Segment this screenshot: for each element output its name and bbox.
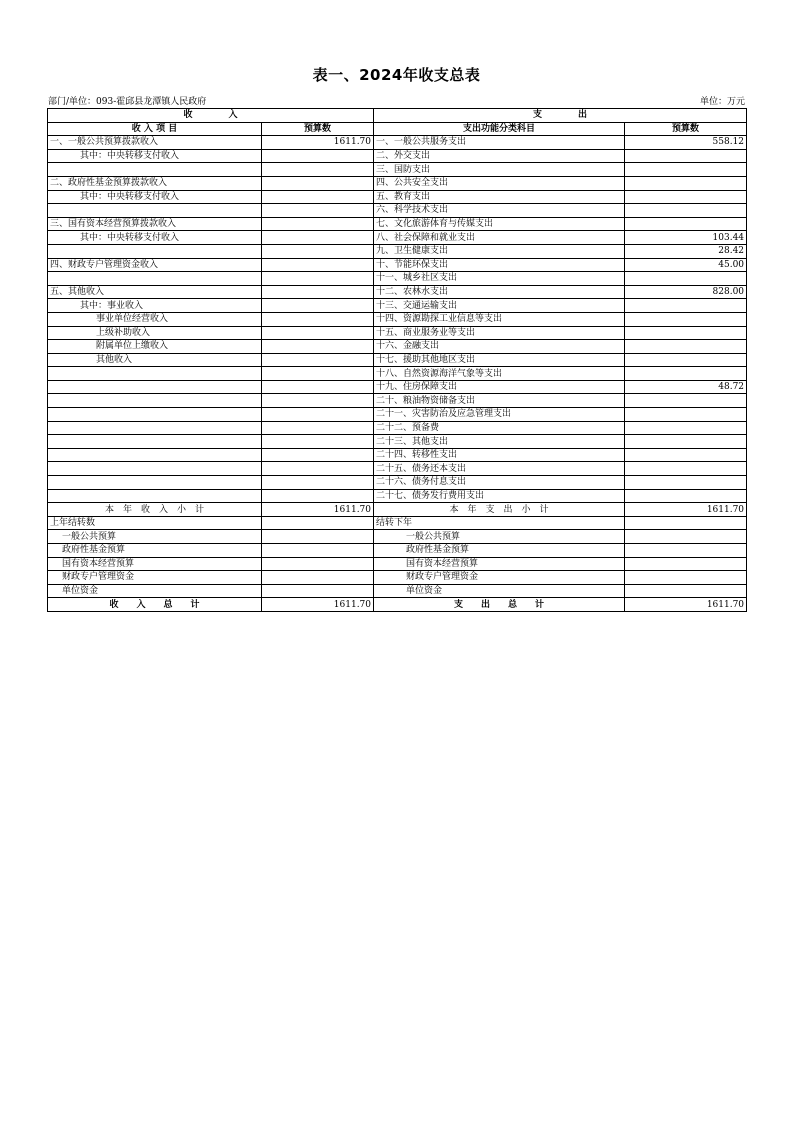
expense-item: 十、节能环保支出 [374,258,625,272]
income-total-label: 收 入 总 计 [48,598,262,612]
income-budget-value [262,326,374,340]
expense-budget-value: 45.00 [625,258,747,272]
carryover-income-item: 财政专户管理资金 [48,571,262,585]
carryover-expense-value [625,584,747,598]
table-row [48,408,747,422]
income-budget-value [262,299,374,313]
header-row-columns [48,122,747,136]
table-row [48,244,747,258]
expense-budget-value [625,299,747,313]
table-row [48,489,747,503]
subtotal-row [48,503,747,517]
income-subtotal-label: 本 年 收 入 小 计 [48,503,262,517]
income-total-value: 1611.70 [262,598,374,612]
table-row [48,380,747,394]
expense-item: 二十、粮油物资储备支出 [374,394,625,408]
income-subtotal-value: 1611.70 [262,503,374,517]
carryover-income-value [262,571,374,585]
income-item [48,272,262,286]
income-budget-value [262,217,374,231]
expense-budget-value: 28.42 [625,244,747,258]
carryover-row [48,516,747,530]
table-row [48,394,747,408]
carryover-row [48,530,747,544]
expense-budget-value [625,476,747,490]
table-row [48,448,747,462]
income-item [48,380,262,394]
expense-budget-value [625,435,747,449]
carryover-expense-value [625,557,747,571]
expense-budget-header: 预算数 [625,122,747,136]
table-row [48,176,747,190]
income-budget-value [262,312,374,326]
expense-budget-value [625,217,747,231]
income-budget-value [262,258,374,272]
expense-item-header: 支出功能分类科目 [374,122,625,136]
income-budget-value [262,353,374,367]
income-budget-value [262,190,374,204]
table-row [48,258,747,272]
expense-budget-value [625,489,747,503]
expense-item: 三、国防支出 [374,163,625,177]
carryover-income-item: 政府性基金预算 [48,544,262,558]
expense-item: 二十六、债务付息支出 [374,476,625,490]
budget-table [47,108,747,612]
carryover-row [48,557,747,571]
carryover-expense-item: 财政专户管理资金 [374,571,625,585]
page-title: 表一、2024年收支总表 [312,66,481,84]
income-budget-value [262,176,374,190]
carryover-expense-item: 结转下年 [374,516,625,530]
income-budget-value [262,285,374,299]
expense-item: 二十七、债务发行费用支出 [374,489,625,503]
income-item [48,476,262,490]
expense-budget-value: 828.00 [625,285,747,299]
income-item: 其中：事业收入 [48,299,262,313]
income-budget-value [262,380,374,394]
table-row [48,421,747,435]
expense-item: 六、科学技术支出 [374,204,625,218]
expense-budget-value: 558.12 [625,136,747,150]
income-budget-value [262,231,374,245]
carryover-expense-item: 政府性基金预算 [374,544,625,558]
income-item [48,394,262,408]
expense-item: 十三、交通运输支出 [374,299,625,313]
income-item: 三、国有资本经营预算拨款收入 [48,217,262,231]
expense-budget-value [625,272,747,286]
income-item: 其他收入 [48,353,262,367]
table-row [48,312,747,326]
income-item [48,421,262,435]
table-row [48,204,747,218]
carryover-income-value [262,516,374,530]
expense-budget-value [625,312,747,326]
table-row [48,299,747,313]
table-row [48,217,747,231]
expense-item: 十九、住房保障支出 [374,380,625,394]
expense-section-header: 支 出 [374,109,747,123]
table-row [48,231,747,245]
income-item [48,367,262,381]
carryover-income-item: 单位资金 [48,584,262,598]
income-item: 附属单位上缴收入 [48,340,262,354]
expense-budget-value [625,408,747,422]
expense-item: 二、外交支出 [374,149,625,163]
income-item-header: 收 入 项 目 [48,122,262,136]
income-item: 事业单位经营收入 [48,312,262,326]
expense-item: 五、教育支出 [374,190,625,204]
carryover-income-value [262,544,374,558]
expense-subtotal-value: 1611.70 [625,503,747,517]
expense-item: 十二、农林水支出 [374,285,625,299]
income-item [48,408,262,422]
income-item [48,204,262,218]
income-item [48,489,262,503]
income-budget-value [262,435,374,449]
income-item: 二、政府性基金预算拨款收入 [48,176,262,190]
expense-item: 二十四、转移性支出 [374,448,625,462]
table-row [48,326,747,340]
income-budget-value [262,340,374,354]
carryover-income-item: 上年结转数 [48,516,262,530]
table-row [48,340,747,354]
income-budget-value [262,408,374,422]
expense-subtotal-label: 本 年 支 出 小 计 [374,503,625,517]
income-budget-value [262,476,374,490]
expense-item: 十八、自然资源海洋气象等支出 [374,367,625,381]
carryover-row [48,571,747,585]
expense-item: 一、一般公共服务支出 [374,136,625,150]
expense-total-label: 支 出 总 计 [374,598,625,612]
carryover-expense-item: 一般公共预算 [374,530,625,544]
expense-budget-value [625,421,747,435]
header-row-sections [48,109,747,123]
table-row [48,435,747,449]
carryover-income-value [262,584,374,598]
table-row [48,272,747,286]
expense-budget-value [625,448,747,462]
expense-item: 七、文化旅游体育与传媒支出 [374,217,625,231]
table-row [48,163,747,177]
table-row [48,476,747,490]
expense-budget-value [625,204,747,218]
income-item: 其中：中央转移支付收入 [48,149,262,163]
carryover-expense-value [625,530,747,544]
expense-item: 四、公共安全支出 [374,176,625,190]
income-item [48,448,262,462]
expense-item: 二十五、债务还本支出 [374,462,625,476]
expense-item: 十五、商业服务业等支出 [374,326,625,340]
department-label: 部门/单位：093-霍邱县龙潭镇人民政府 [48,97,207,107]
income-budget-value [262,421,374,435]
income-budget-value [262,204,374,218]
expense-budget-value [625,353,747,367]
unit-label: 单位：万元 [699,97,745,107]
expense-item: 二十三、其他支出 [374,435,625,449]
expense-item: 十七、援助其他地区支出 [374,353,625,367]
expense-item: 十六、金融支出 [374,340,625,354]
table-row [48,285,747,299]
expense-budget-value [625,190,747,204]
carryover-expense-item: 单位资金 [374,584,625,598]
table-row [48,462,747,476]
income-budget-value [262,448,374,462]
table-row [48,367,747,381]
income-item: 其中：中央转移支付收入 [48,190,262,204]
expense-item: 八、社会保障和就业支出 [374,231,625,245]
carryover-row [48,544,747,558]
income-item: 五、其他收入 [48,285,262,299]
expense-total-value: 1611.70 [625,598,747,612]
carryover-expense-value [625,571,747,585]
carryover-income-value [262,557,374,571]
income-item: 一、一般公共预算拨款收入 [48,136,262,150]
expense-item: 十四、资源勘探工业信息等支出 [374,312,625,326]
expense-budget-value [625,176,747,190]
carryover-expense-value [625,516,747,530]
expense-budget-value [625,462,747,476]
income-budget-value [262,272,374,286]
expense-item: 二十一、灾害防治及应急管理支出 [374,408,625,422]
income-item [48,462,262,476]
expense-budget-value: 48.72 [625,380,747,394]
income-budget-value [262,149,374,163]
carryover-expense-value [625,544,747,558]
income-budget-value [262,489,374,503]
table-row [48,190,747,204]
expense-item: 九、卫生健康支出 [374,244,625,258]
expense-budget-value [625,394,747,408]
income-budget-value [262,394,374,408]
total-row [48,598,747,612]
carryover-income-value [262,530,374,544]
income-item: 四、财政专户管理资金收入 [48,258,262,272]
income-item: 上级补助收入 [48,326,262,340]
income-budget-value [262,244,374,258]
expense-budget-value [625,149,747,163]
expense-item: 十一、城乡社区支出 [374,272,625,286]
carryover-income-item: 国有资本经营预算 [48,557,262,571]
table-row [48,136,747,150]
income-budget-header: 预算数 [262,122,374,136]
income-budget-value [262,462,374,476]
expense-budget-value [625,326,747,340]
income-budget-value [262,163,374,177]
expense-budget-value [625,163,747,177]
expense-item: 二十二、预备费 [374,421,625,435]
expense-budget-value: 103.44 [625,231,747,245]
carryover-expense-item: 国有资本经营预算 [374,557,625,571]
income-budget-value: 1611.70 [262,136,374,150]
carryover-income-item: 一般公共预算 [48,530,262,544]
income-item [48,244,262,258]
income-section-header: 收 入 [48,109,374,123]
expense-budget-value [625,367,747,381]
carryover-row [48,584,747,598]
income-item: 其中：中央转移支付收入 [48,231,262,245]
expense-budget-value [625,340,747,354]
income-budget-value [262,367,374,381]
income-item [48,163,262,177]
table-row [48,149,747,163]
table-row [48,353,747,367]
income-item [48,435,262,449]
